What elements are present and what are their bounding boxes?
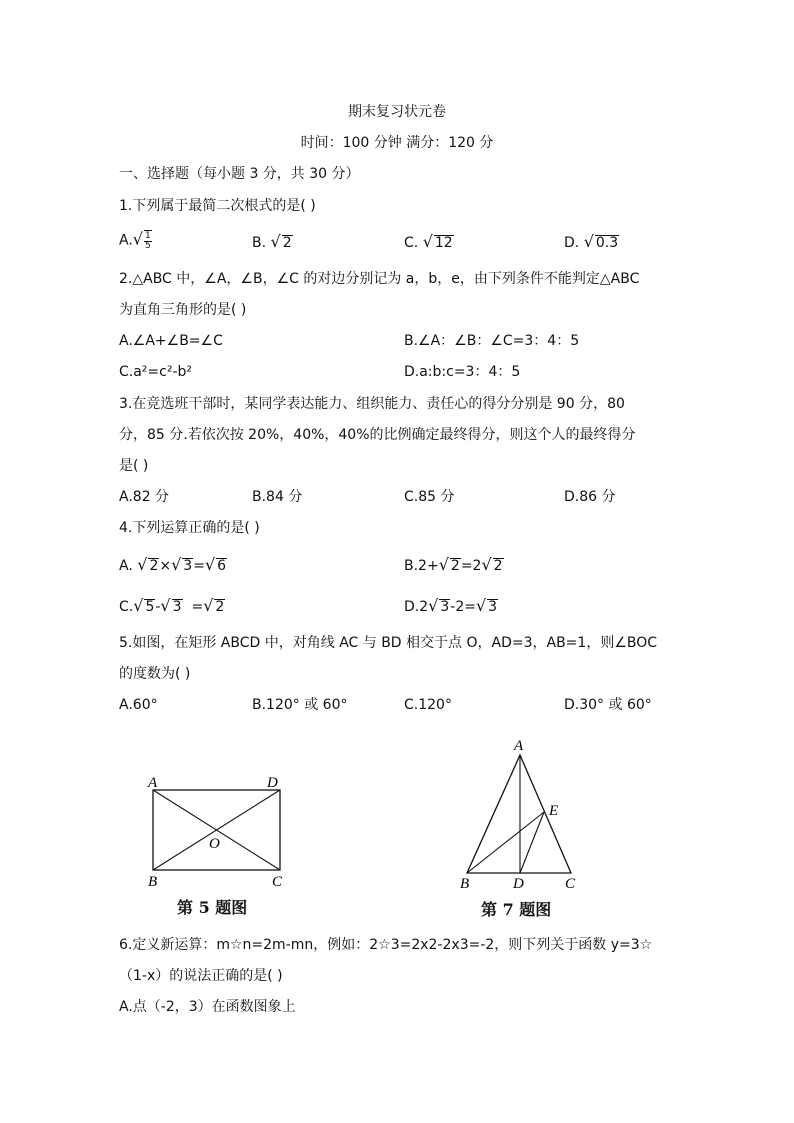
option-a-label: A. (119, 558, 138, 574)
question-3-option-c: C.85 分 (404, 489, 455, 505)
radicand: 2 (450, 558, 460, 574)
label-a: A (148, 775, 158, 791)
radicand: 2 (493, 558, 503, 574)
operator: -2= (450, 599, 476, 615)
label-o: O (209, 836, 220, 852)
radicand: 2 (215, 599, 225, 615)
radical-icon: √ (583, 232, 594, 251)
question-2-option-a: A.∠A+∠B=∠C (119, 333, 223, 349)
figure-7-caption: 第 7 题图 (481, 900, 552, 919)
question-2-option-c: C.a²=c²-b² (119, 364, 193, 380)
question-3-stem-line-2: 分，85 分.若依次按 20%，40%，40%的比例确定最终得分，则这个人的最终得分 (119, 427, 636, 443)
radical-icon: √ (137, 555, 148, 574)
option-d-label: D. (564, 235, 580, 251)
radicand: 3 (183, 558, 193, 574)
operator: = (193, 558, 205, 574)
label-c: C (565, 876, 576, 892)
question-5-stem-line-1: 5.如图，在矩形 ABCD 中，对角线 AC 与 BD 相交于点 O，AD=3，AB=1，则∠BOC (119, 635, 658, 651)
radicand: 2 (149, 558, 159, 574)
question-4-option-a (119, 556, 227, 575)
question-3-stem-line-1: 3.在竞选班干部时，某同学表达能力、组织能力、责任心的得分分别是 90 分，80 (119, 396, 625, 412)
radical-icon: √ (171, 555, 182, 574)
question-1-option-b (252, 233, 293, 252)
question-3-option-d: D.86 分 (564, 489, 616, 505)
question-3-option-a: A.82 分 (119, 489, 170, 505)
question-5-option-b: B.120° 或 60° (252, 697, 348, 713)
question-4-stem: 4.下列运算正确的是( ) (119, 520, 260, 536)
radicand: 6 (217, 558, 227, 574)
radical-icon: √ (132, 229, 143, 249)
radicand: 3 (172, 599, 182, 615)
figure-5-rectangle (140, 770, 300, 895)
operator: = (182, 599, 204, 615)
label-b: B (148, 874, 158, 890)
question-1-option-d (564, 233, 619, 252)
question-5-option-a: A.60° (119, 697, 158, 713)
question-4-option-c (119, 597, 225, 616)
radical-icon: √ (133, 596, 144, 615)
radical-icon: √ (204, 555, 216, 574)
question-3-option-b: B.84 分 (252, 489, 303, 505)
question-2-option-d: D.a:b:c=3：4：5 (404, 364, 521, 380)
section-heading: 一、选择题（每小题 3 分，共 30 分） (119, 166, 360, 182)
question-6-stem-line-1: 6.定义新运算：m☆n=2m-mn，例如：2☆3=2x2-2x3=-2，则下列关于函数 y=3☆ (119, 937, 653, 953)
radicand: 0.3 (595, 235, 619, 251)
question-4-option-d (404, 597, 498, 616)
figure-5-caption: 第 5 题图 (177, 898, 248, 917)
label-c: C (272, 874, 283, 890)
exam-info: 时间：100 分钟 满分：120 分 (300, 135, 494, 151)
question-1-option-a (119, 230, 152, 251)
label-d: D (267, 775, 278, 791)
option-c-label: C. (119, 599, 134, 615)
question-2-option-b: B.∠A：∠B：∠C=3：4：5 (404, 333, 580, 349)
radical-icon: √ (160, 596, 171, 615)
question-2-stem-line-1: 2.△ABC 中，∠A，∠B，∠C 的对边分别记为 a，b，e，由下列条件不能判定△ABC (119, 271, 640, 287)
question-4-option-b (404, 556, 504, 575)
radical-icon: √ (203, 596, 214, 615)
question-1-stem: 1.下列属于最简二次根式的是( ) (119, 198, 316, 214)
radicand: 3 (440, 599, 450, 615)
operator: - (155, 599, 161, 615)
option-b-label: B. (252, 235, 267, 251)
question-5-option-c: C.120° (404, 697, 452, 713)
option-b-label: B.2+ (404, 558, 439, 574)
figure-7-triangle (455, 735, 585, 895)
label-e: E (549, 803, 559, 819)
radicand: 3 (488, 599, 498, 615)
operator: × (159, 558, 172, 574)
fraction-denominator: 5 (144, 241, 151, 251)
label-b: B (460, 876, 470, 892)
question-2-stem-line-2: 为直角三角形的是( ) (119, 302, 247, 318)
operator: =2 (460, 558, 482, 574)
question-5-option-d: D.30° 或 60° (564, 697, 652, 713)
radicand: 2 (282, 235, 292, 251)
question-6-option-a: A.点（-2，3）在函数图象上 (119, 999, 296, 1015)
radical-icon: √ (428, 596, 439, 615)
label-a: A (514, 738, 524, 754)
fraction (144, 230, 152, 251)
label-d: D (513, 876, 524, 892)
radicand: 12 (434, 235, 453, 251)
question-1-option-c (404, 233, 454, 252)
option-d-label: D.2 (404, 599, 429, 615)
question-3-stem-line-3: 是( ) (119, 458, 149, 474)
question-6-stem-line-2: （1-x）的说法正确的是( ) (119, 968, 283, 984)
radicand: 5 (145, 599, 155, 615)
fraction-numerator: 1 (144, 231, 151, 241)
question-5-stem-line-2: 的度数为( ) (119, 666, 191, 682)
radical-icon: √ (481, 555, 492, 574)
radical-icon: √ (422, 232, 433, 251)
option-c-label: C. (404, 235, 419, 251)
radical-icon: √ (475, 596, 487, 615)
radical-icon: √ (270, 232, 281, 251)
option-a-label: A. (119, 232, 133, 249)
page-title: 期末复习状元卷 (348, 104, 446, 120)
radical-icon: √ (438, 555, 449, 574)
